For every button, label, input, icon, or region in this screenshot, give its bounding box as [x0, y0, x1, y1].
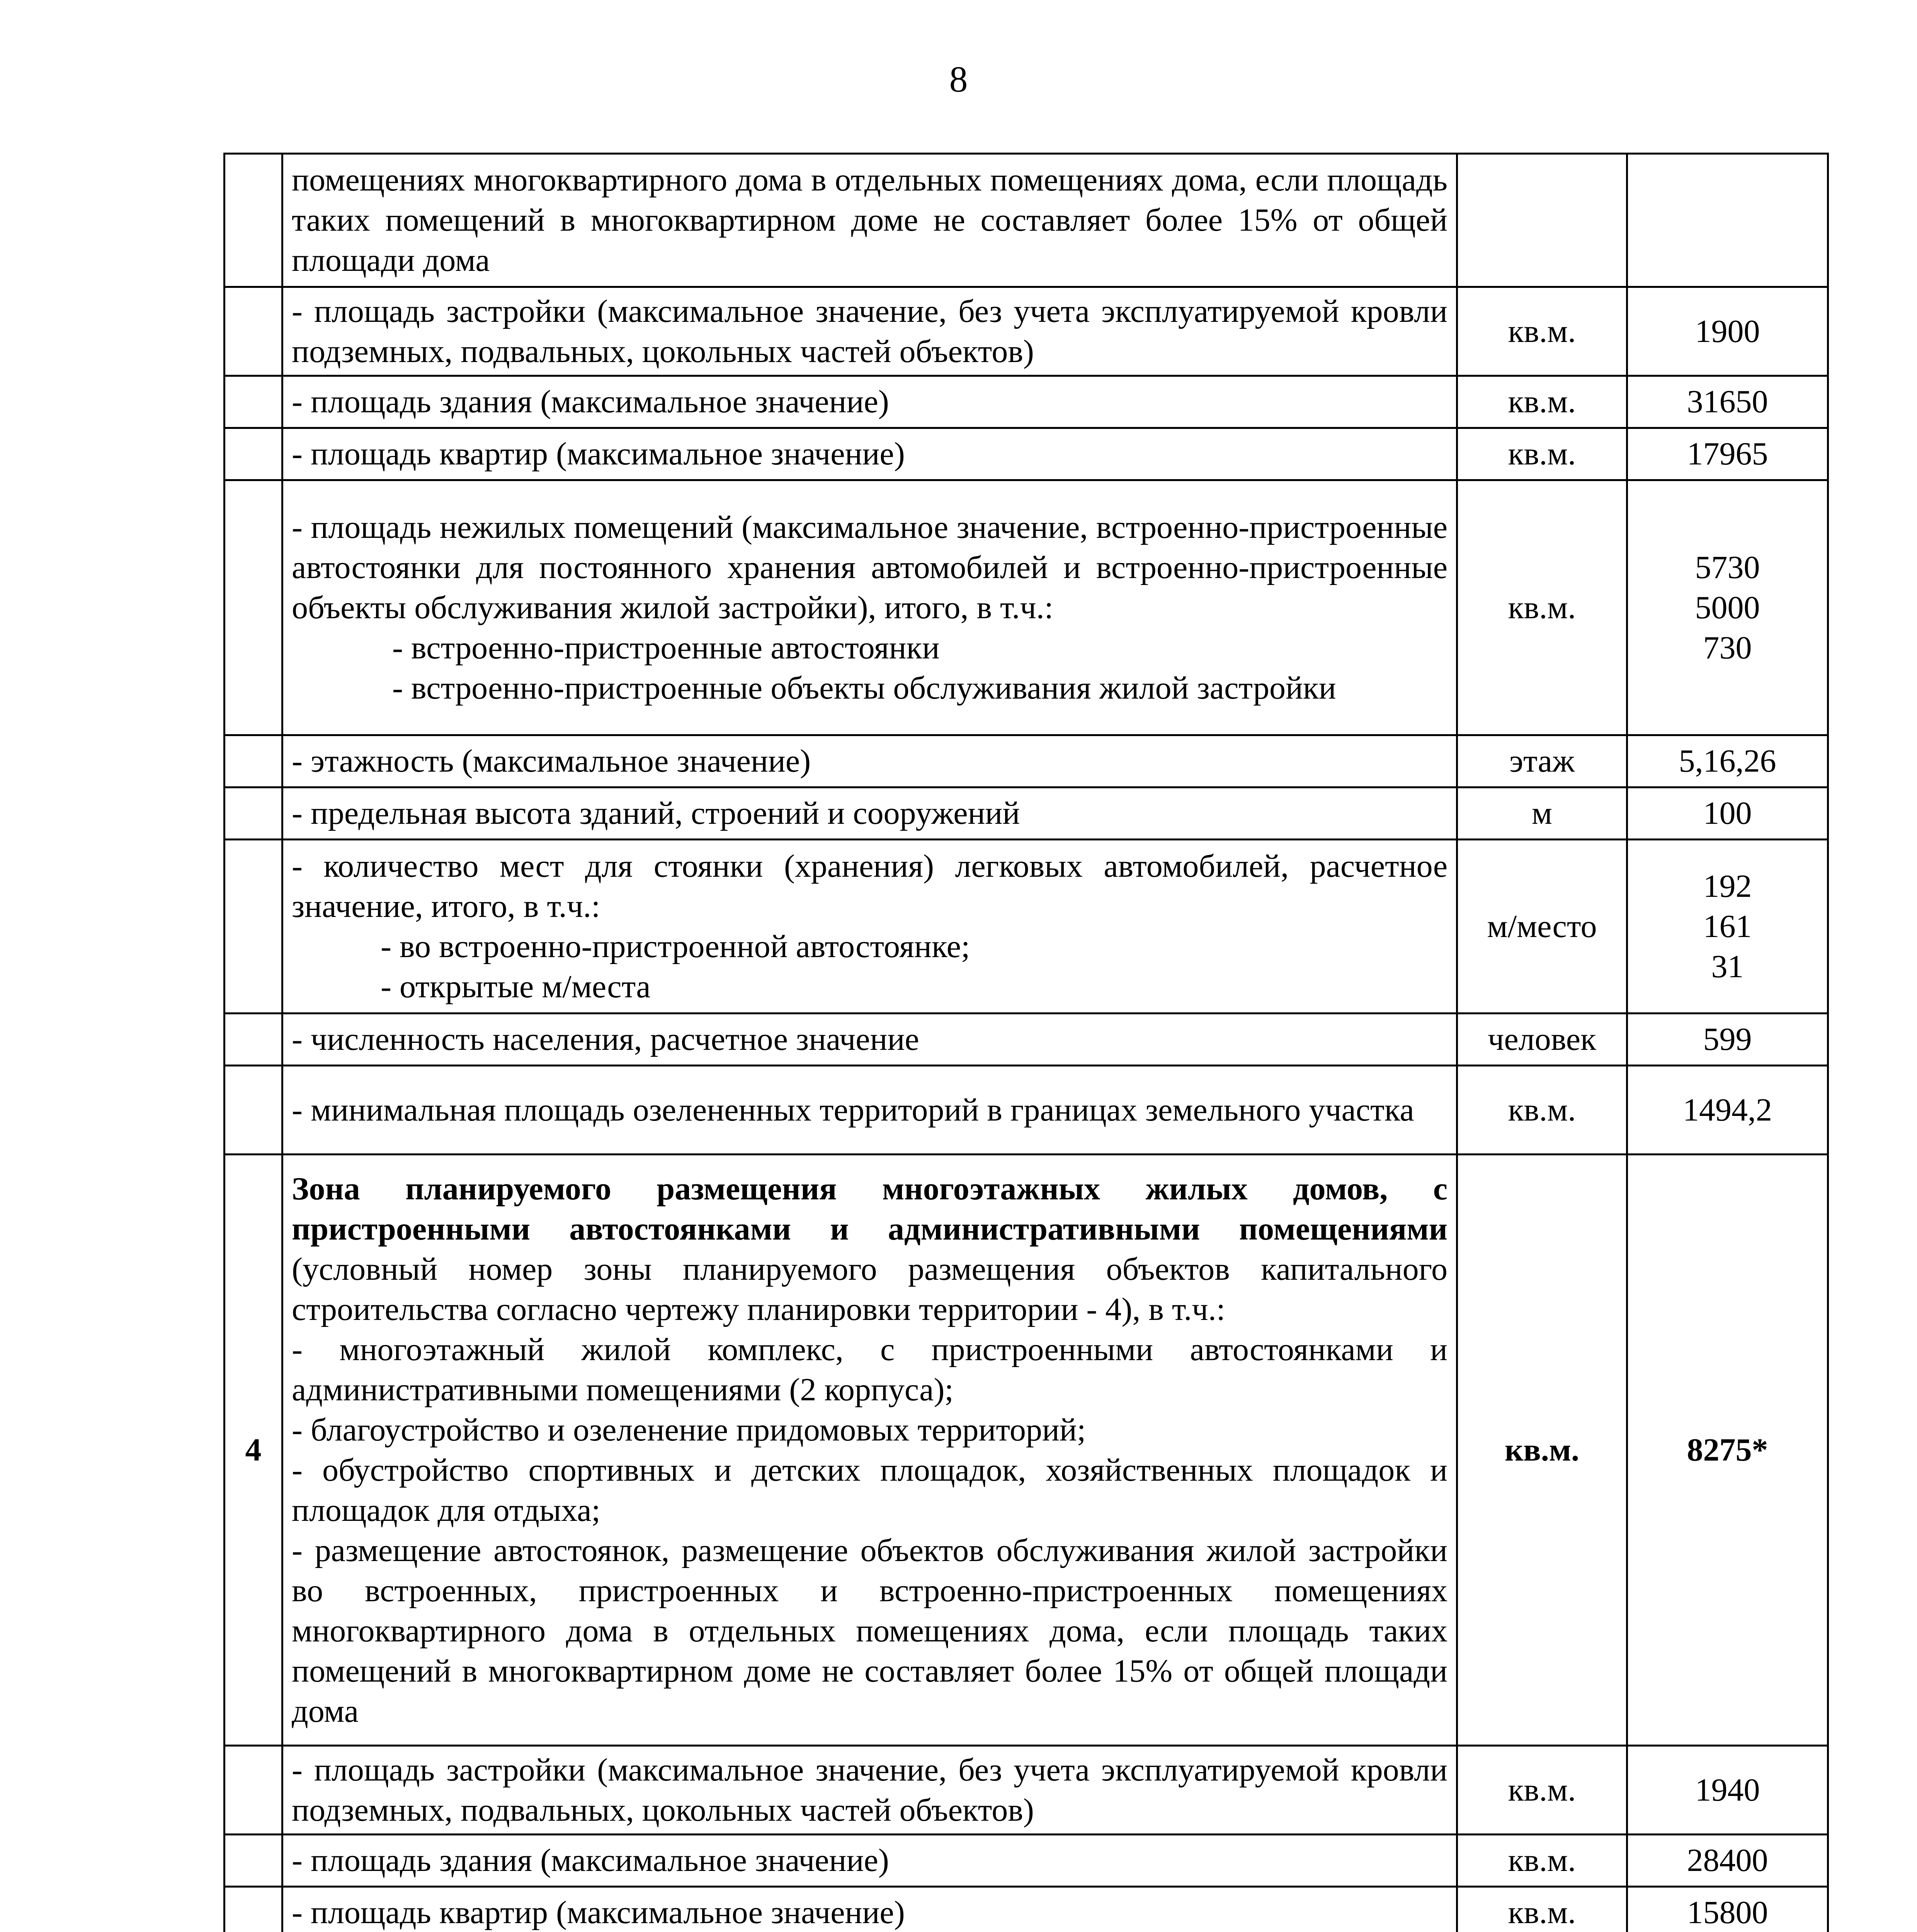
unit-cell: кв.м.	[1457, 1887, 1627, 1932]
table-row	[225, 154, 1828, 287]
value-cell: 100	[1627, 787, 1828, 840]
table-row	[225, 376, 1828, 428]
table-row	[225, 1887, 1828, 1932]
unit-cell: кв.м.	[1457, 1746, 1627, 1835]
unit-cell	[1457, 154, 1627, 287]
unit-cell: кв.м.	[1457, 287, 1627, 376]
row-number-cell	[225, 480, 282, 735]
value-cell: 28400	[1627, 1835, 1828, 1887]
list-item: - размещение автостоянок, размещение объектов обслуживания жилой застройки во встроенных, пристроенных и встроенно-пристроенных помещениях многоквартирного дома в отдельных помещениях дома, если площадь таких помещений в многоквартирном доме не составляет более 15% от общей площади дома	[292, 1532, 1448, 1729]
sub-item: - встроенно-пристроенные автостоянки	[392, 629, 940, 666]
row-number-cell	[225, 287, 282, 376]
description-text: - количество мест для стоянки (хранения) легковых автомобилей, расчетное значение, итого, в т.ч.:	[292, 848, 1448, 924]
row-number-cell	[225, 1887, 282, 1932]
description-cell: - площадь квартир (максимальное значение)	[282, 1887, 1457, 1932]
sub-item: - открытые м/места	[381, 968, 651, 1005]
row-number-cell	[225, 154, 282, 287]
unit-cell: кв.м.	[1457, 480, 1627, 735]
list-item: - обустройство спортивных и детских площадок, хозяйственных площадок и площадок для отдыха;	[292, 1452, 1448, 1528]
table-row	[225, 1155, 1828, 1746]
unit-cell: человек	[1457, 1014, 1627, 1066]
table-row	[225, 428, 1828, 480]
table-row	[225, 480, 1828, 735]
table-row	[225, 1835, 1828, 1887]
description-cell: помещениях многоквартирного дома в отдельных помещениях дома, если площадь таких помещений в многоквартирном доме не составляет более 15% от общей площади дома	[282, 154, 1457, 287]
row-number-cell	[225, 1066, 282, 1155]
value-cell: 1940	[1627, 1746, 1828, 1835]
value-cell	[1627, 480, 1828, 735]
value-cell: 1494,2	[1627, 1066, 1828, 1155]
row-number-cell	[225, 428, 282, 480]
description-cell: - минимальная площадь озелененных территорий в границах земельного участка	[282, 1066, 1457, 1155]
unit-cell: кв.м.	[1457, 1155, 1627, 1746]
zone-title: Зона планируемого размещения многоэтажных жилых домов, с пристроенными автостоянками и административными помещениями	[292, 1170, 1448, 1247]
value-cell: 17965	[1627, 428, 1828, 480]
list-item: - благоустройство и озеленение придомовых территорий;	[292, 1412, 1086, 1448]
row-number-cell	[225, 1746, 282, 1835]
value-cell: 31650	[1627, 376, 1828, 428]
description-cell: - площадь здания (максимальное значение)	[282, 376, 1457, 428]
description-text: - площадь нежилых помещений (максимальное значение, встроенно-пристроенные автостоянки для постоянного хранения автомобилей и встроенно-пристроенные объекты обслуживания жилой застройки), итого, в т.ч.:	[292, 509, 1448, 626]
zone-description: (условный номер зоны планируемого размещения объектов капитального строительства согласно чертежу планировки территории - 4), в т.ч.:	[292, 1251, 1448, 1327]
description-cell	[282, 1155, 1457, 1746]
row-number-cell	[225, 1014, 282, 1066]
sub-item: - встроенно-пристроенные объекты обслуживания жилой застройки	[392, 670, 1336, 706]
description-cell: - предельная высота зданий, строений и сооружений	[282, 787, 1457, 840]
value-cell: 8275*	[1627, 1155, 1828, 1746]
sub-value: 730	[1703, 629, 1752, 666]
row-number-cell	[225, 787, 282, 840]
description-cell: - площадь здания (максимальное значение)	[282, 1835, 1457, 1887]
unit-cell: кв.м.	[1457, 1066, 1627, 1155]
unit-cell: кв.м.	[1457, 1835, 1627, 1887]
value-cell: 5,16,26	[1627, 735, 1828, 787]
unit-cell: этаж	[1457, 735, 1627, 787]
value-cell: 1900	[1627, 287, 1828, 376]
unit-cell: кв.м.	[1457, 428, 1627, 480]
description-cell: - площадь застройки (максимальное значение, без учета эксплуатируемой кровли подземных, подвальных, цокольных частей объектов)	[282, 287, 1457, 376]
table-row	[225, 735, 1828, 787]
sub-value: 31	[1711, 948, 1744, 985]
table-row	[225, 787, 1828, 840]
total-value: 5730	[1695, 549, 1760, 585]
parameters-table	[223, 153, 1829, 1932]
row-number-cell	[225, 376, 282, 428]
description-cell	[282, 840, 1457, 1014]
table-row	[225, 1746, 1828, 1835]
value-cell	[1627, 840, 1828, 1014]
description-cell: - этажность (максимальное значение)	[282, 735, 1457, 787]
unit-cell: м/место	[1457, 840, 1627, 1014]
table-row	[225, 1066, 1828, 1155]
row-number-cell	[225, 735, 282, 787]
page-number: 8	[949, 59, 968, 100]
value-cell: 599	[1627, 1014, 1828, 1066]
sub-value: 5000	[1695, 589, 1760, 626]
value-cell: 15800	[1627, 1887, 1828, 1932]
row-number-cell	[225, 840, 282, 1014]
description-cell: - численность населения, расчетное значение	[282, 1014, 1457, 1066]
description-cell: - площадь застройки (максимальное значение, без учета эксплуатируемой кровли подземных, подвальных, цокольных частей объектов)	[282, 1746, 1457, 1835]
sub-item: - во встроенно-пристроенной автостоянке;	[381, 928, 970, 964]
unit-cell: кв.м.	[1457, 376, 1627, 428]
row-number-cell	[225, 1835, 282, 1887]
table-row	[225, 840, 1828, 1014]
value-cell	[1627, 154, 1828, 287]
table-row	[225, 287, 1828, 376]
unit-cell: м	[1457, 787, 1627, 840]
sub-value: 161	[1703, 908, 1752, 944]
table-row	[225, 1014, 1828, 1066]
total-value: 192	[1703, 868, 1752, 904]
list-item: - многоэтажный жилой комплекс, с пристроенными автостоянками и административными помещениями (2 корпуса);	[292, 1331, 1448, 1408]
description-cell: - площадь квартир (максимальное значение)	[282, 428, 1457, 480]
description-cell	[282, 480, 1457, 735]
row-number-cell: 4	[225, 1155, 282, 1746]
